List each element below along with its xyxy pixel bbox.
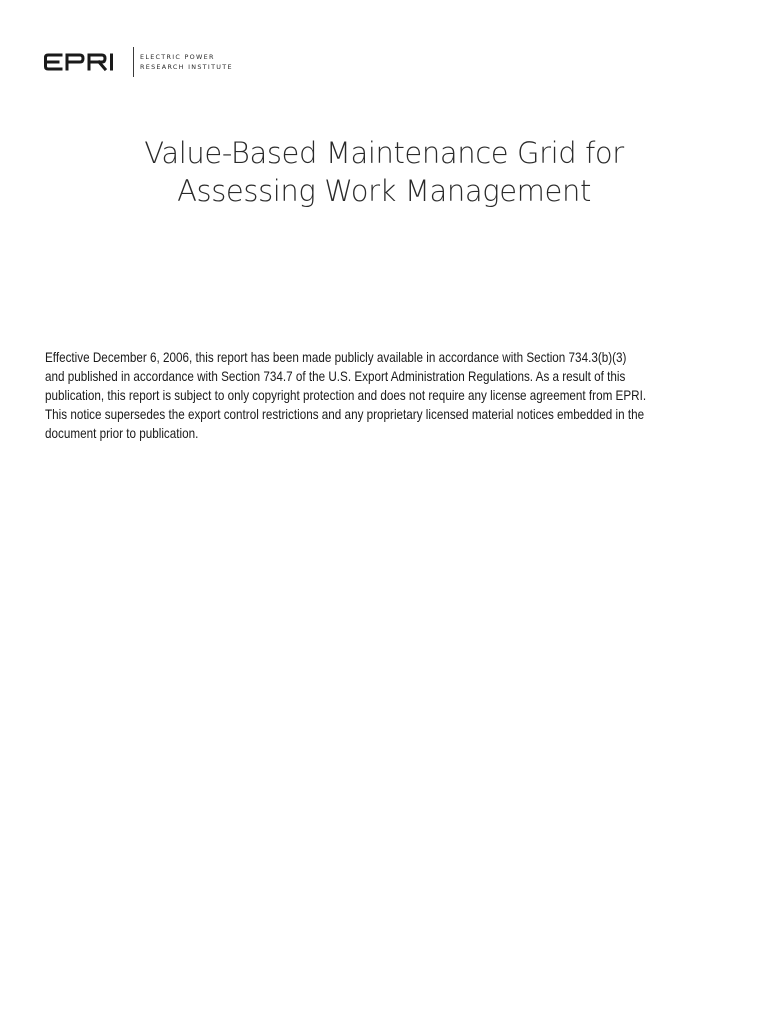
epri-logo [44,46,233,78]
document-title [0,134,768,210]
epri-wordmark-logo [44,52,126,72]
logo-organization-name [140,52,233,72]
logo-text-line-2: RESEARCH INSTITUTE [140,63,233,71]
export-control-notice [45,348,725,443]
title-line-1: Value-Based Maintenance Grid for [144,136,624,170]
logo-text-line-1: ELECTRIC POWER [140,53,215,61]
notice-line-3: publication, this report is subject to only copyright protection and does not require any license agreement from EPRI. [45,388,647,403]
notice-line-2: and published in accordance with Section 734.7 of the U.S. Export Administration Regulations. As a result of this [45,369,626,384]
notice-line-5: document prior to publication. [45,426,199,441]
logo-divider [133,47,134,77]
title-line-2: Assessing Work Management [177,174,591,208]
notice-line-1: Effective December 6, 2006, this report has been made publicly available in accordance with Section 734.3(b)(3) [45,350,627,365]
notice-line-4: This notice supersedes the export control restrictions and any proprietary licensed material notices embedded in the [45,407,645,422]
